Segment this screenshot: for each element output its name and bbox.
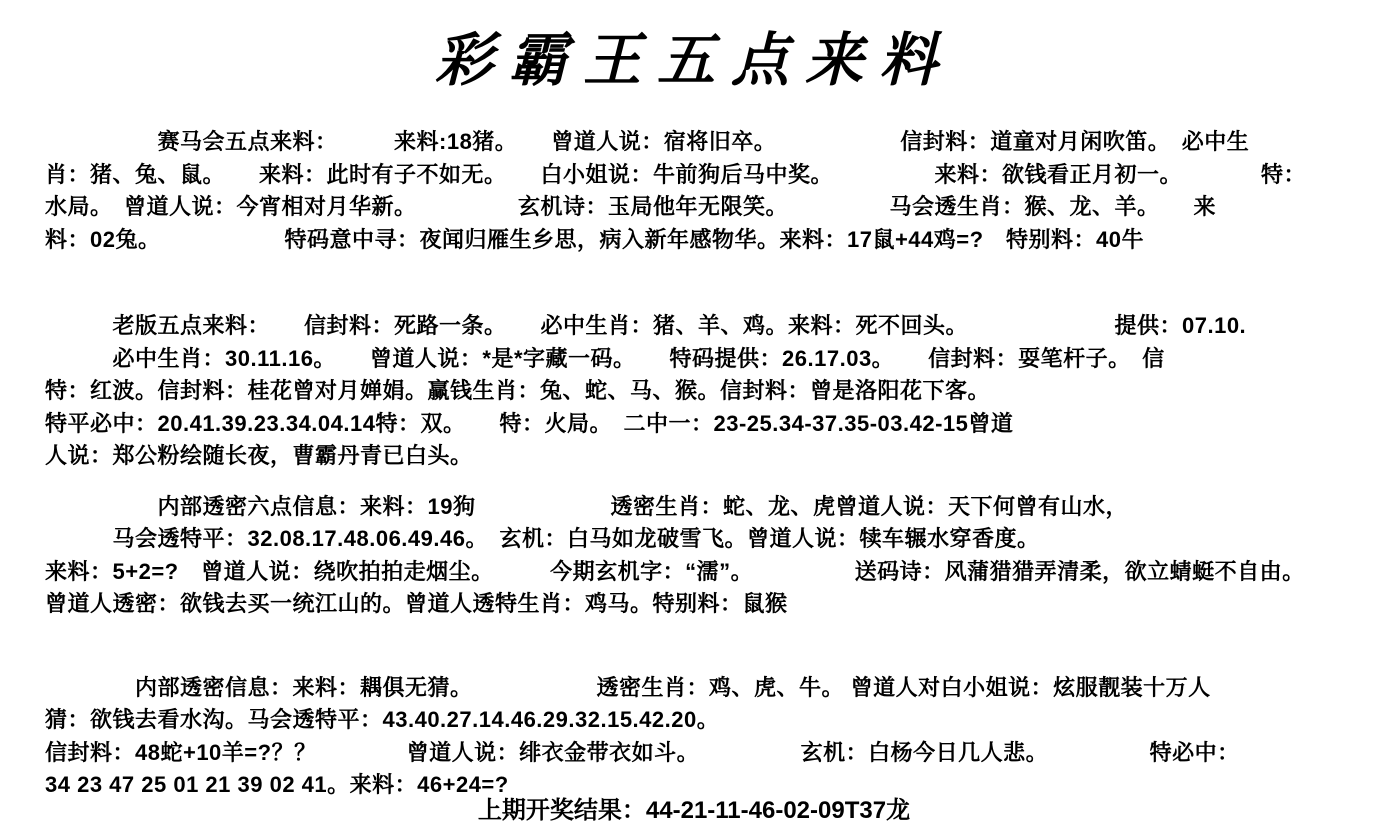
- text-line: 信封料：48蛇+10羊=?？？ 曾道人说：绯衣金带衣如斗。 玄机：白杨今日几人悲。 特必中：: [45, 739, 1240, 765]
- text-line: 内部透密信息：来料：耦俱无猜。 透密生肖：鸡、虎、牛。 曾道人对白小姐说：炫服靓装十万人: [45, 674, 1211, 700]
- section-neibu-toumi-liudian-xinxi: [0, 491, 1388, 621]
- text-line: 马会透特平：32.08.17.48.06.49.46。 玄机：白马如龙破雪飞。曾道人说：犊车辗水穿香度。: [45, 526, 1040, 551]
- text-line: 特平必中：20.41.39.23.34.04.14特：双。 特：火局。 二中一：23-25.34-37.35-03.42-15曾道: [45, 410, 1014, 436]
- text-line: 曾道人透密：欲钱去买一统江山的。曾道人透特生肖：鸡马。特别料：鼠猴: [45, 591, 788, 616]
- text-line: 特：红波。信封料：桂花曾对月婵娟。赢钱生肖：兔、蛇、马、猴。信封料：曾是洛阳花下客。: [45, 378, 991, 403]
- text-line: 34 23 47 25 01 21 39 02 41。来料：46+24=?: [45, 772, 509, 797]
- text-line: 人说：郑公粉绘随长夜，曹霸丹青已白头。: [45, 443, 473, 468]
- section-saimahui-wudian-lailiao: [0, 126, 1388, 256]
- text-line: 肖：猪、兔、鼠。 来料：此时有子不如无。 白小姐说：牛前狗后马中奖。 来料：欲钱看正月初一。 特：: [45, 161, 1307, 187]
- text-line: 猜：欲钱去看水沟。马会透特平：43.40.27.14.46.29.32.15.42.20。: [45, 707, 720, 732]
- text-line: 必中生肖：30.11.16。 曾道人说：*是*字藏一码。 特码提供：26.17.03。 信封料：耍笔杆子。 信: [45, 345, 1165, 371]
- section-laoban-wudian-lailiao: [0, 310, 1388, 473]
- last-draw-label: 上期开奖结果：: [477, 796, 646, 824]
- text-line: 来料：5+2=? 曾道人说：绕吹拍拍走烟尘。 今期玄机字：“濡”。 送码诗：风蒲猎猎弄清柔，欲立蜻蜓不自由。: [45, 558, 1305, 584]
- text-line: 水局。 曾道人说：今宵相对月华新。 玄机诗：玉局他年无限笑。 马会透生肖：猴、龙、羊。 来: [45, 194, 1217, 219]
- section-neibu-toumi-xinxi: [0, 672, 1388, 802]
- text-line: 料：02兔。 特码意中寻：夜闻归雁生乡思，病入新年感物华。来料：17鼠+44鸡=? 特别料：40牛: [45, 226, 1145, 252]
- text-line: 赛马会五点来料： 来料:18猪。 曾道人说：宿将旧卒。 信封料：道童对月闲吹笛。 必中生: [45, 129, 1250, 154]
- page-title: 彩霸王五点来料: [434, 26, 953, 94]
- text-line: 老版五点来料： 信封料：死路一条。 必中生肖：猪、羊、鸡。来料：死不回头。 提供：07.10.: [45, 313, 1247, 338]
- text-line: 内部透密六点信息：来料：19狗 透密生肖：蛇、龙、虎曾道人说：天下何曾有山水，: [45, 493, 1128, 519]
- last-draw-numbers: 44-21-11-46-02-09T37龙: [645, 796, 911, 824]
